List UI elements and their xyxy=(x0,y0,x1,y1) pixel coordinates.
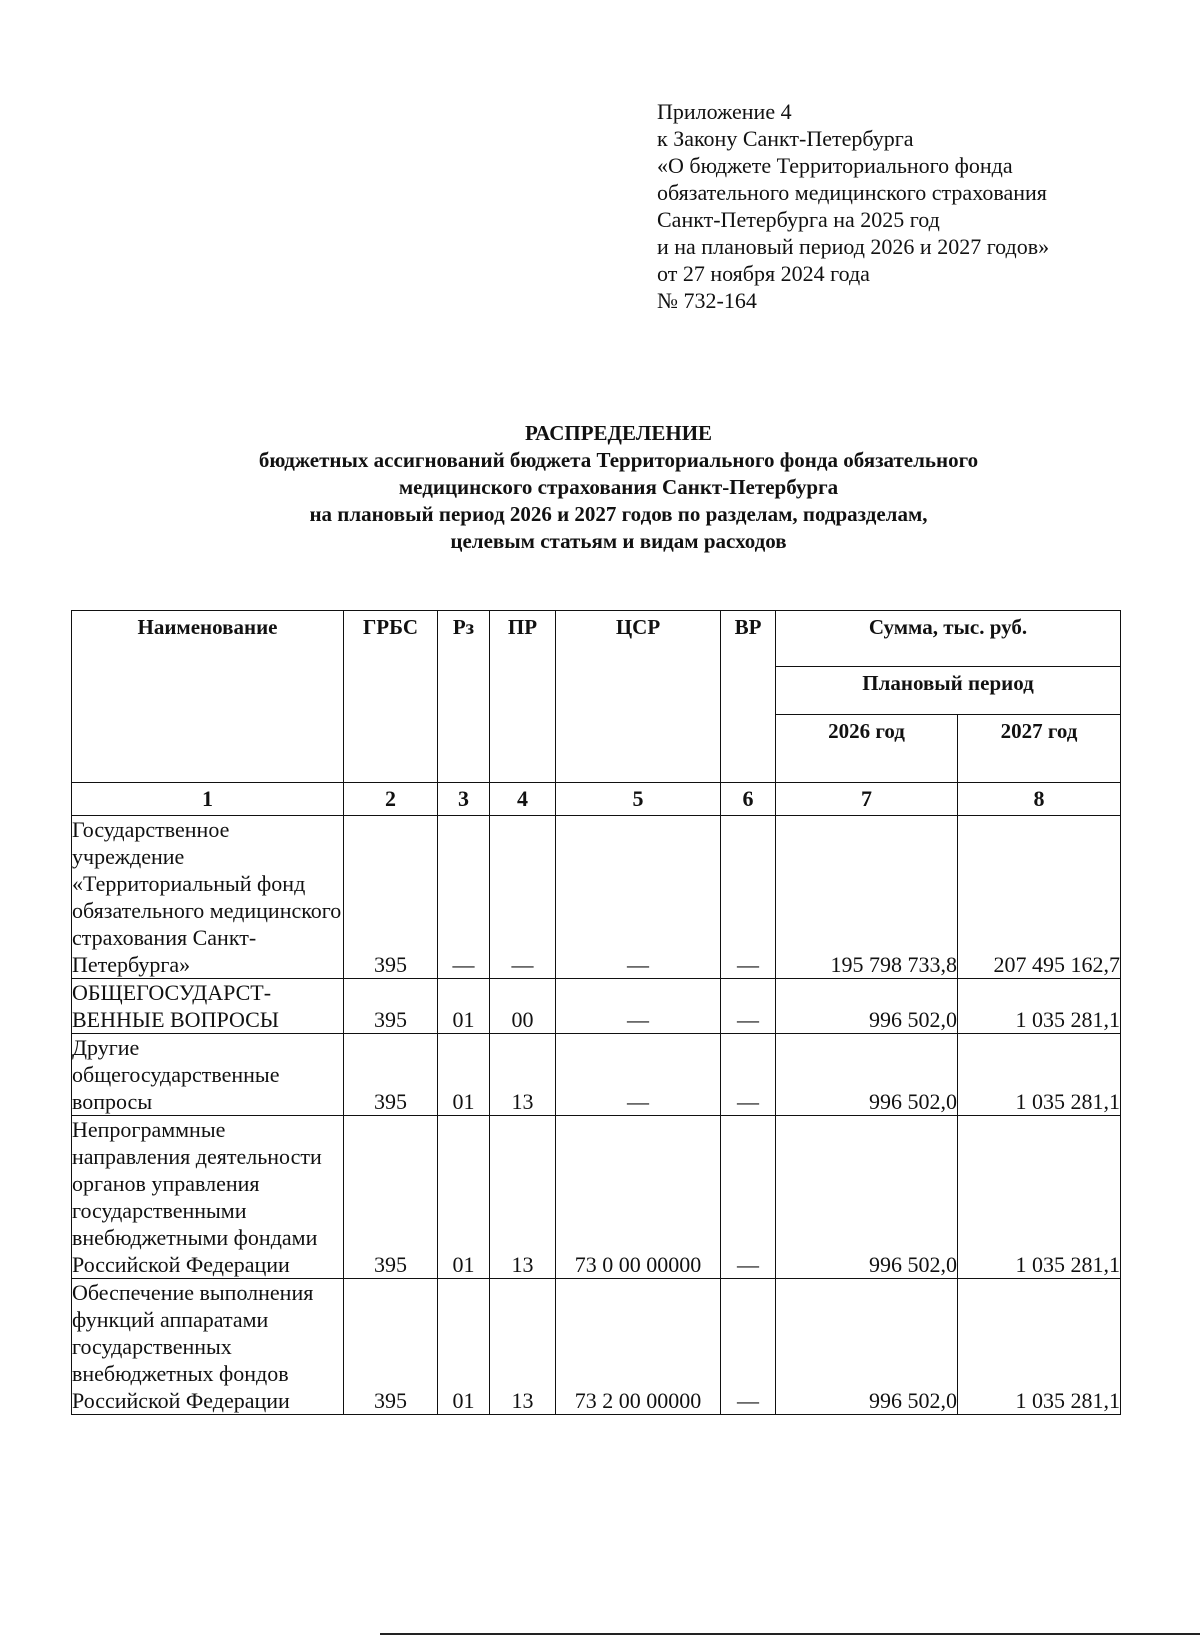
row-vr: — xyxy=(721,1116,776,1279)
header-sum: Сумма, тыс. руб. xyxy=(776,611,1121,667)
row-pr: 13 xyxy=(490,1034,556,1116)
table-row xyxy=(72,1279,1121,1415)
row-vr: — xyxy=(721,1279,776,1415)
row-sum-2027: 1 035 281,1 xyxy=(958,1116,1121,1279)
column-number: 8 xyxy=(958,783,1121,816)
appendix-line: Приложение 4 xyxy=(657,99,792,124)
appendix-line: обязательного медицинского страхования xyxy=(657,180,1047,205)
law-number: № 732-164 xyxy=(657,288,757,313)
row-pr: 00 xyxy=(490,979,556,1034)
title-line: медицинского страхования Санкт-Петербурга xyxy=(398,475,839,499)
row-sum-2026: 195 798 733,8 xyxy=(776,816,958,979)
budget-table xyxy=(71,610,1121,1415)
header-period: Плановый период xyxy=(776,667,1121,715)
row-sum-2026: 996 502,0 xyxy=(776,1034,958,1116)
header-2026: 2026 год xyxy=(776,715,958,783)
row-grbs: 395 xyxy=(344,1116,438,1279)
appendix-line: Санкт-Петербурга на 2025 год xyxy=(657,207,940,232)
row-rz: 01 xyxy=(438,1279,490,1415)
row-csr: 73 2 00 00000 xyxy=(556,1279,721,1415)
column-number: 2 xyxy=(344,783,438,816)
row-name: Непрограммные направления деятельности органов управления государственными внебюджетными фондами Российской Федерации xyxy=(72,1116,344,1279)
table-row xyxy=(72,1116,1121,1279)
column-number: 6 xyxy=(721,783,776,816)
row-pr: 13 xyxy=(490,1116,556,1279)
row-vr: — xyxy=(721,979,776,1034)
header-pr: ПР xyxy=(490,611,556,783)
row-name: Другие общегосударственные вопросы xyxy=(72,1034,344,1116)
row-pr: — xyxy=(490,816,556,979)
header-rz: Рз xyxy=(438,611,490,783)
row-grbs: 395 xyxy=(344,1034,438,1116)
row-csr: — xyxy=(556,979,721,1034)
row-csr: — xyxy=(556,1034,721,1116)
row-rz: — xyxy=(438,816,490,979)
appendix-line: и на плановый период 2026 и 2027 годов» xyxy=(657,234,1050,259)
row-sum-2026: 996 502,0 xyxy=(776,1279,958,1415)
title-heading: РАСПРЕДЕЛЕНИЕ xyxy=(524,421,713,445)
row-name: Государственное учреждение «Территориальный фонд обязательного медицинского страхования Санкт-Петербурга» xyxy=(72,816,344,979)
row-grbs: 395 xyxy=(344,816,438,979)
row-rz: 01 xyxy=(438,1034,490,1116)
page-bottom-rule xyxy=(380,1633,1200,1635)
header-csr: ЦСР xyxy=(556,611,721,783)
row-name: ОБЩЕГОСУДАРСТ-ВЕННЫЕ ВОПРОСЫ xyxy=(72,979,344,1034)
title-line: на плановый период 2026 и 2027 годов по разделам, подразделам, xyxy=(309,502,928,526)
row-sum-2027: 207 495 162,7 xyxy=(958,816,1121,979)
header-vr: ВР xyxy=(721,611,776,783)
appendix-block xyxy=(657,98,1049,314)
table-row xyxy=(72,979,1121,1034)
title-line: целевым статьям и видам расходов xyxy=(450,529,787,553)
row-rz: 01 xyxy=(438,1116,490,1279)
column-number: 7 xyxy=(776,783,958,816)
row-sum-2027: 1 035 281,1 xyxy=(958,1279,1121,1415)
header-2027: 2027 год xyxy=(958,715,1121,783)
row-pr: 13 xyxy=(490,1279,556,1415)
column-number: 5 xyxy=(556,783,721,816)
row-vr: — xyxy=(721,816,776,979)
row-csr: — xyxy=(556,816,721,979)
row-grbs: 395 xyxy=(344,979,438,1034)
appendix-line: к Закону Санкт-Петербурга xyxy=(657,126,914,151)
row-sum-2027: 1 035 281,1 xyxy=(958,979,1121,1034)
row-sum-2026: 996 502,0 xyxy=(776,1116,958,1279)
table-row xyxy=(72,1034,1121,1116)
row-grbs: 395 xyxy=(344,1279,438,1415)
column-number: 3 xyxy=(438,783,490,816)
appendix-line: «О бюджете Территориального фонда xyxy=(657,153,1013,178)
row-name: Обеспечение выполнения функций аппаратами государственных внебюджетных фондов Российской Федерации xyxy=(72,1279,344,1415)
header-name: Наименование xyxy=(72,611,344,783)
column-number-row xyxy=(72,783,1121,816)
header-row xyxy=(72,611,1121,667)
table-row xyxy=(72,816,1121,979)
column-number: 4 xyxy=(490,783,556,816)
row-rz: 01 xyxy=(438,979,490,1034)
row-sum-2026: 996 502,0 xyxy=(776,979,958,1034)
appendix-line: от 27 ноября 2024 года xyxy=(657,261,870,286)
row-csr: 73 0 00 00000 xyxy=(556,1116,721,1279)
row-sum-2027: 1 035 281,1 xyxy=(958,1034,1121,1116)
header-grbs: ГРБС xyxy=(344,611,438,783)
column-number: 1 xyxy=(72,783,344,816)
document-title xyxy=(0,420,1200,555)
title-line: бюджетных ассигнований бюджета Территориального фонда обязательного xyxy=(258,448,979,472)
row-vr: — xyxy=(721,1034,776,1116)
